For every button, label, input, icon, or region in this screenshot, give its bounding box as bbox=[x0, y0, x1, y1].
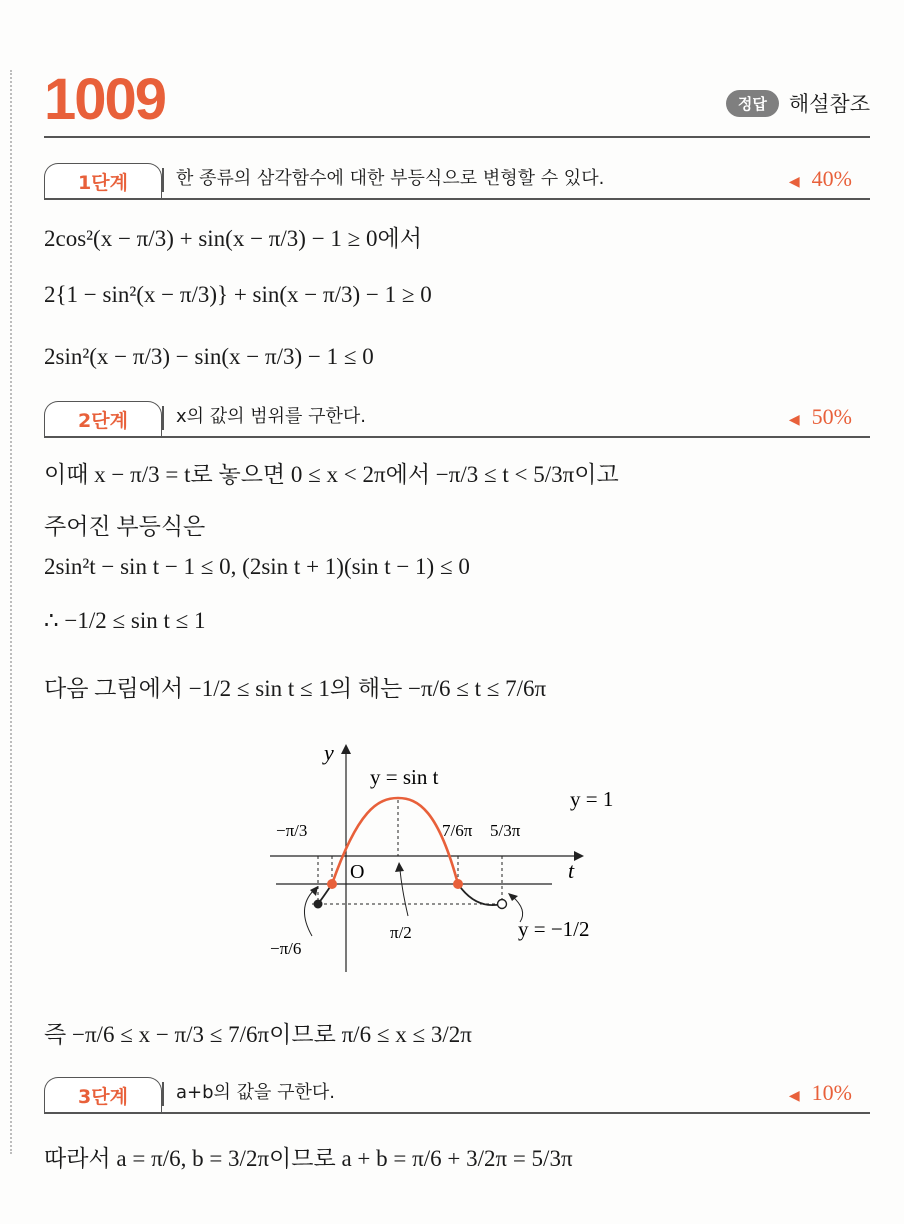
answer-badge: 정답 bbox=[726, 90, 779, 117]
solution-line-10: 따라서 a = π/6, b = 3/2π이므로 a + b = π/6 + 3/2π = 5/3π bbox=[44, 1146, 573, 1171]
solution-line-4: 이때 x − π/3 = t로 놓으면 0 ≤ x < 2π에서 −π/3 ≤ t < 5/3π이고 bbox=[44, 462, 619, 487]
tick-label-neg-pi-over-6: −π/6 bbox=[270, 939, 302, 958]
t-axis-label: t bbox=[568, 858, 575, 883]
tick-label-7pi-over-6: 7/6π bbox=[442, 821, 473, 840]
tick-label-5pi-over-3: 5/3π bbox=[490, 821, 521, 840]
header-divider bbox=[44, 136, 870, 138]
step-3-label: 3단계 bbox=[44, 1077, 162, 1112]
solution-line-7: ∴ −1/2 ≤ sin t ≤ 1 bbox=[44, 608, 206, 633]
curve-label: y = sin t bbox=[370, 765, 439, 789]
tick-label-pi-over-2: π/2 bbox=[390, 923, 412, 942]
step-2-header bbox=[44, 396, 870, 436]
solution-line-5: 주어진 부등식은 bbox=[44, 514, 206, 539]
t-axis-arrow-icon bbox=[574, 851, 584, 861]
sine-curve-right-segment bbox=[458, 884, 502, 905]
step-1-description: 한 종류의 삼각함수에 대한 부등식으로 변형할 수 있다. bbox=[176, 168, 605, 189]
pointer-arrow-icon bbox=[310, 886, 318, 896]
step-1-header bbox=[44, 158, 870, 198]
tick-label-neg-pi-over-3: −π/3 bbox=[276, 821, 308, 840]
page-margin-line bbox=[10, 70, 12, 1154]
step-3-description: a+b의 값을 구한다. bbox=[176, 1082, 336, 1103]
pointer-arrow-icon bbox=[395, 862, 404, 872]
step-1-percent: ◀ 40% bbox=[788, 166, 852, 191]
step-2-description: x의 값의 범위를 구한다. bbox=[176, 406, 367, 427]
solution-line-1: 2cos²(x − π/3) + sin(x − π/3) − 1 ≥ 0에서 bbox=[44, 226, 422, 251]
sine-graph bbox=[262, 740, 632, 980]
solution-line-8: 다음 그림에서 −1/2 ≤ sin t ≤ 1의 해는 −π/6 ≤ t ≤ 7/6π bbox=[44, 676, 547, 701]
problem-number: 1009 bbox=[44, 67, 166, 132]
end-point-open bbox=[498, 900, 507, 909]
solution-line-6: 2sin²t − sin t − 1 ≤ 0, (2sin t + 1)(sin t − 1) ≤ 0 bbox=[44, 554, 470, 579]
solution-line-9: 즉 −π/6 ≤ x − π/3 ≤ 7/6π이므로 π/6 ≤ x ≤ 3/2π bbox=[44, 1022, 472, 1047]
line-y-neg-half-label: y = −1/2 bbox=[518, 917, 590, 941]
line-y1-label: y = 1 bbox=[570, 787, 614, 811]
step-2-percent: ◀ 50% bbox=[788, 404, 852, 429]
answer-reference: 해설참조 bbox=[788, 92, 870, 116]
y-axis-label: y bbox=[324, 740, 334, 765]
solution-line-3: 2sin²(x − π/3) − sin(x − π/3) − 1 ≤ 0 bbox=[44, 344, 374, 369]
intersection-point-left bbox=[327, 879, 337, 889]
origin-label: O bbox=[350, 861, 365, 883]
step-3-percent: ◀ 10% bbox=[788, 1080, 852, 1105]
step-2-label: 2단계 bbox=[44, 401, 162, 436]
solution-line-2: 2{1 − sin²(x − π/3)} + sin(x − π/3) − 1 ≥ 0 bbox=[44, 282, 432, 307]
answer-tag bbox=[726, 88, 870, 118]
y-axis-arrow-icon bbox=[341, 744, 351, 754]
step-3-header bbox=[44, 1072, 870, 1112]
step-1-label: 1단계 bbox=[44, 163, 162, 198]
intersection-point-right bbox=[453, 879, 463, 889]
start-point bbox=[314, 900, 323, 909]
